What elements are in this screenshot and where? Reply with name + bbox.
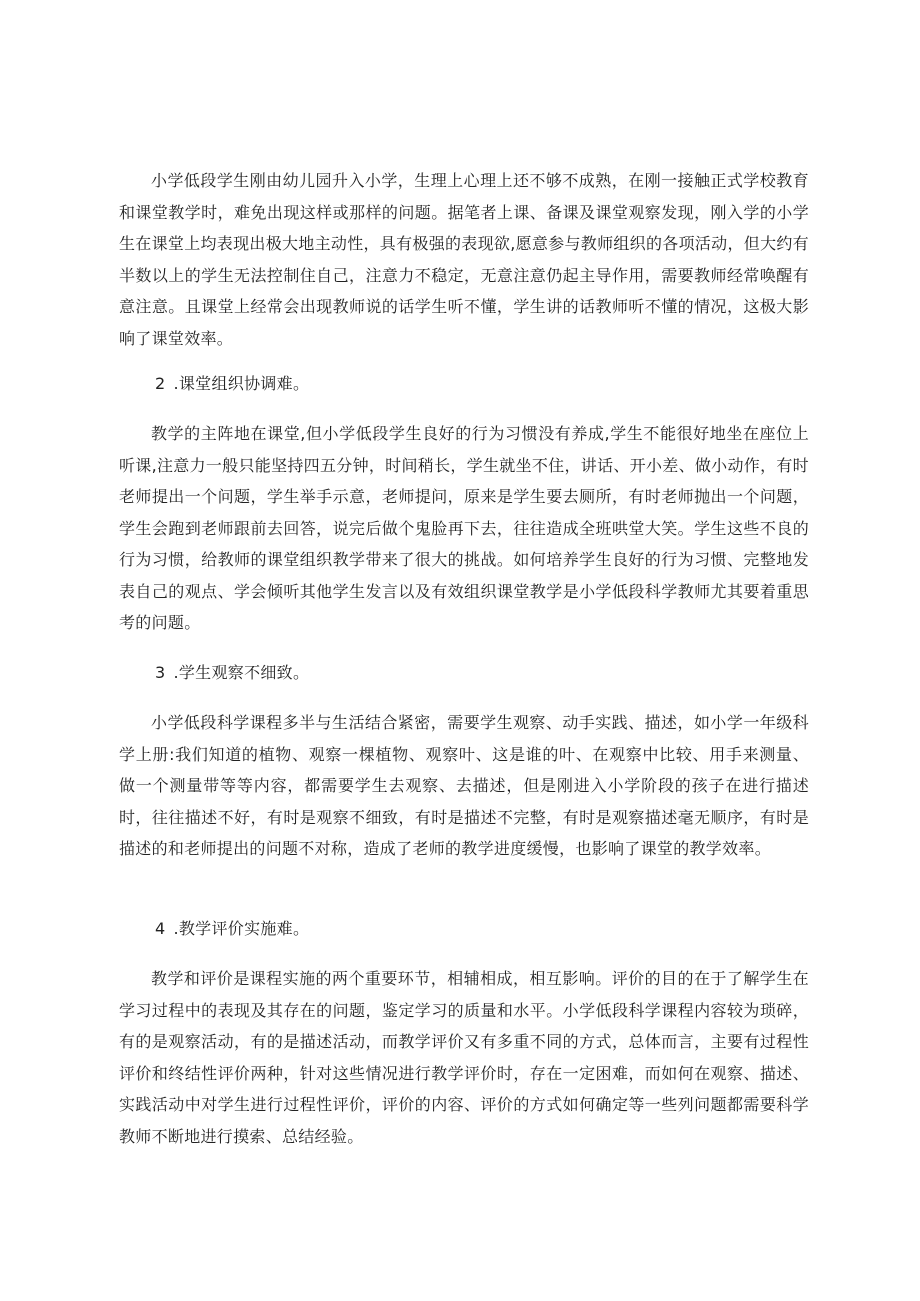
paragraph-classroom-organization: 教学的主阵地在课堂,但小学低段学生良好的行为习惯没有养成,学生不能很好地坐在座位上听课,注意力一般只能坚持四五分钟，时间稍长，学生就坐不住，讲话、开小差、做小动作，有时老师提出一个问题，学生举手示意，老师提问，原来是学生要去厕所，有时老师抛出一个问题，学生会跑到老师跟前去回答，说完后做个鬼脸再下去，往往造成全班哄堂大笑。学生这些不良的行为习惯，给教师的课堂组织教学带来了很大的挑战。如何培养学生良好的行为习惯、完整地发表自己的观点、学会倾听其他学生发言以及有效组织课堂教学是小学低段科学教师尤其要着重思考的问题。 xyxy=(119,424,809,632)
section-title: .教学评价实施难。 xyxy=(173,919,310,938)
section-title: .学生观察不细致。 xyxy=(173,663,310,682)
section-number: 4 xyxy=(155,919,166,938)
section-heading-4 xyxy=(155,917,309,941)
section-heading-3 xyxy=(155,661,309,685)
section-title: .课堂组织协调难。 xyxy=(173,374,310,393)
paragraph-observation: 小学低段科学课程多半与生活结合紧密，需要学生观察、动手实践、描述，如小学一年级科学上册:我们知道的植物、观察一棵植物、观察叶、这是谁的叶、在观察中比较、用手来测量、做一个测量带等等内容，都需要学生去观察、去描述，但是刚进入小学阶段的孩子在进行描述时，往往描述不好，有时是观察不细致，有时是描述不完整，有时是观察描述毫无顺序，有时是描述的和老师提出的问题不对称，造成了老师的教学进度缓慢，也影响了课堂的教学效率。 xyxy=(119,713,809,858)
paragraph-evaluation: 教学和评价是课程实施的两个重要环节，相辅相成，相互影响。评价的目的在于了解学生在学习过程中的表现及其存在的问题，鉴定学习的质量和水平。小学低段科学课程内容较为琐碎，有的是观察活动，有的是描述活动，而教学评价又有多重不同的方式，总体而言，主要有过程性评价和终结性评价两种，针对这些情况进行教学评价时，存在一定困难，而如何在观察、描述、实践活动中对学生进行过程性评价，评价的内容、评价的方式如何确定等一些列问题都需要科学教师不断地进行摸索、总结经验。 xyxy=(119,969,809,1146)
section-number: 2 xyxy=(155,374,166,393)
paragraph-student-adaptation: 小学低段学生刚由幼儿园升入小学，生理上心理上还不够不成熟，在刚一接触正式学校教育和课堂教学时，难免出现这样或那样的问题。据笔者上课、备课及课堂观察发现，刚入学的小学生在课堂上均表现出极大地主动性，具有极强的表现欲,愿意参与教师组织的各项活动，但大约有半数以上的学生无法控制住自己，注意力不稳定，无意注意仍起主导作用，需要教师经常唤醒有意注意。且课堂上经常会出现教师说的话学生听不懂，学生讲的话教师听不懂的情况，这极大影响了课堂效率。 xyxy=(119,171,809,348)
section-heading-2 xyxy=(155,372,309,396)
section-number: 3 xyxy=(155,663,166,682)
